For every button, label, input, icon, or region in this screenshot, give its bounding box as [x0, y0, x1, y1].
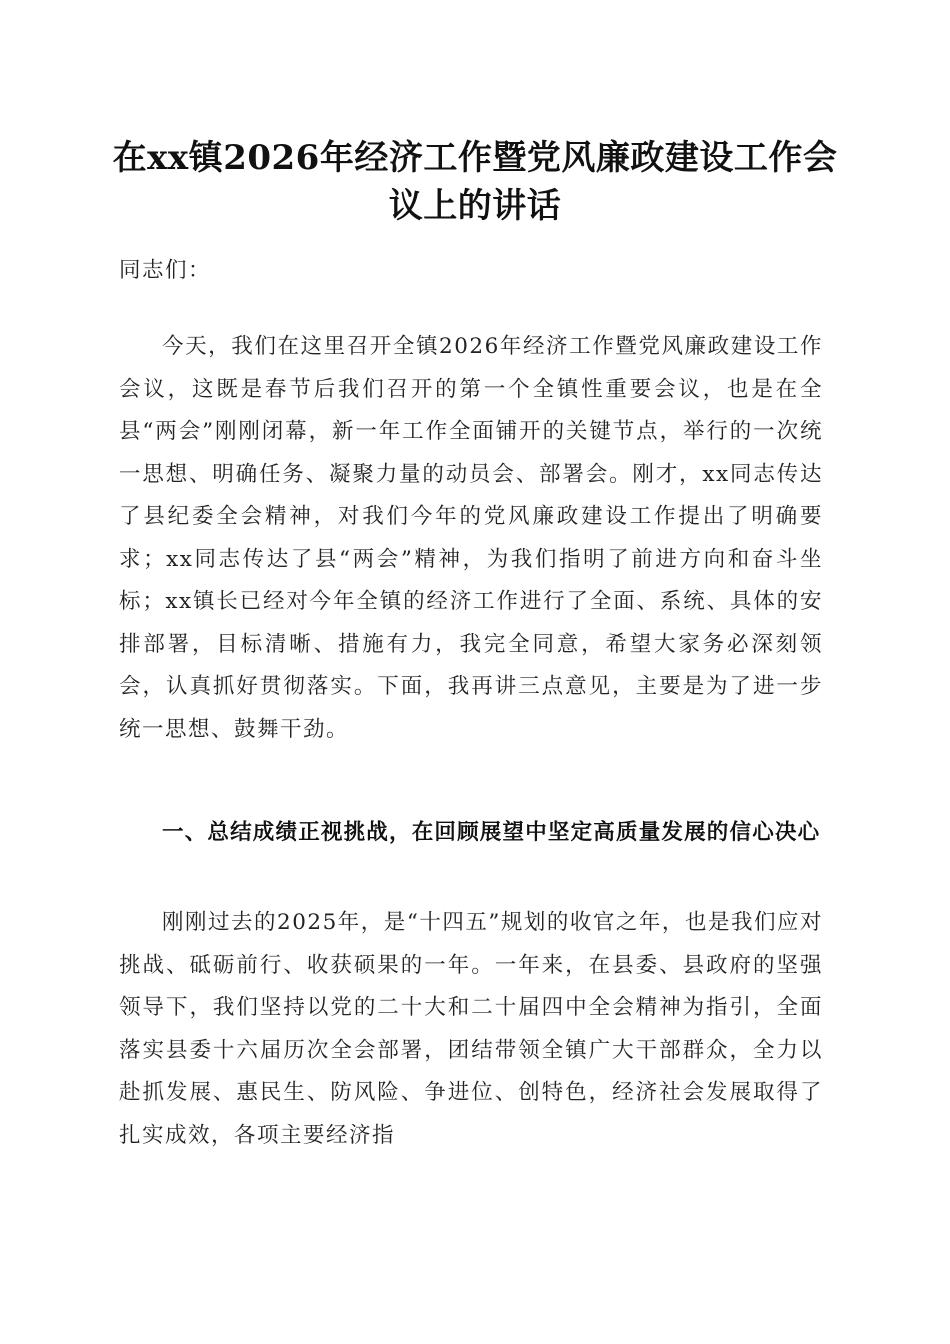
salutation: 同志们： [119, 258, 212, 283]
document-title: 在xx镇2026年经济工作暨党风廉政建设工作会议上的讲话 [112, 138, 838, 226]
paragraph-review: 刚刚过去的2025年，是“十四五”规划的收官之年，也是我们应对挑战、砥砺前行、收获硕果的一年。一年来，在县委、县政府的坚强领导下，我们坚持以党的二十大和二十届四中全会精神为指引，全面落实县委十六届历次全会部署，团结带领全镇广大干部群众，全力以赴抓发展、惠民生、防风险、争进位、创特色，经济社会发展取得了扎实成效，各项主要经济指 [119, 910, 823, 1148]
paragraph-opening: 今天，我们在这里召开全镇2026年经济工作暨党风廉政建设工作会议，这既是春节后我们召开的第一个全镇性重要会议，也是在全县“两会”刚刚闭幕，新一年工作全面铺开的关键节点，举行的一次统一思想、明确任务、凝聚力量的动员会、部署会。刚才，xx同志传达了县纪委全会精神，对我们今年的党风廉政建设工作提出了明确要求；xx同志传达了县“两会”精神，为我们指明了前进方向和奋斗坐标；xx镇长已经对今年全镇的经济工作进行了全面、系统、具体的安排部署，目标清晰、措施有力，我完全同意，希望大家务必深刻领会，认真抓好贯彻落实。下面，我再讲三点意见，主要是为了进一步统一思想、鼓舞干劲。 [119, 334, 823, 742]
section-heading-1: 一、总结成绩正视挑战，在回顾展望中坚定高质量发展的信心决心 [162, 820, 821, 845]
